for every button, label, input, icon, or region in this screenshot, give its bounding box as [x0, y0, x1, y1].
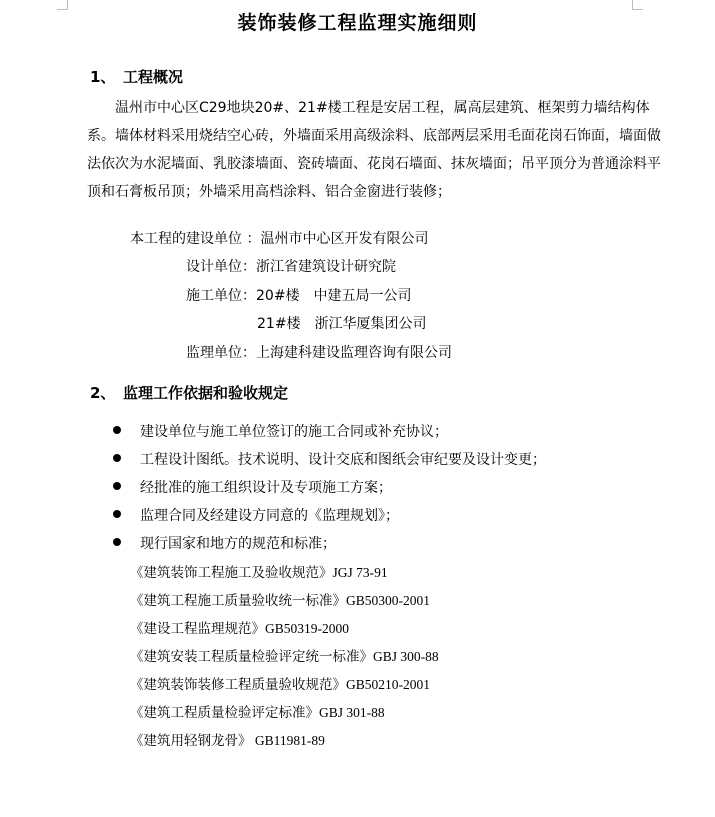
standard-item [130, 645, 439, 665]
section-2-number: 2、 [90, 384, 116, 402]
standard-code: JGJ 73-91 [332, 565, 388, 580]
bullet-item [113, 533, 336, 553]
bullet-icon [113, 482, 121, 490]
standard-code: GBJ 301-88 [319, 705, 385, 720]
bullet-icon [113, 454, 121, 462]
section-2-title: 监理工作依据和验收规定 [123, 384, 289, 402]
standard-code: GBJ 300-88 [373, 649, 439, 664]
standard-item [130, 617, 349, 637]
project-overview-paragraph: 温州市中心区C29地块20#、21#楼工程是安居工程，属高层建筑、框架剪力墙结构体系。墙体材料采用烧结空心砖，外墙面采用高级涂料、底部两层采用毛面花岗石饰面，墙面做法依次为水泥墙面、乳胶漆墙面、瓷砖墙面、花岗石墙面、抹灰墙面；吊平顶分为普通涂料平顶和石膏板吊顶；外墙采用高档涂料、铝合金窗进行装修； [87, 100, 661, 200]
construction-value-2: 21#楼 浙江华厦集团公司 [257, 316, 427, 332]
bullet-icon [113, 510, 121, 518]
design-label: 设计单位： [186, 259, 256, 275]
standard-item [130, 701, 385, 721]
standard-item [130, 589, 430, 609]
standard-code: GB50300-2001 [346, 593, 430, 608]
bullet-item [113, 449, 546, 469]
construction-row [186, 285, 412, 305]
construction-label: 施工单位： [186, 288, 256, 304]
bullet-text: 经批准的施工组织设计及专项施工方案； [140, 480, 392, 496]
owner-row [130, 228, 428, 248]
standard-code: GB50210-2001 [346, 677, 430, 692]
supervision-row [186, 342, 452, 362]
bullet-text: 现行国家和地方的规范和标准； [140, 536, 336, 552]
supervision-value: 上海建科建设监理咨询有限公司 [256, 345, 452, 361]
construction-value-1: 20#楼 中建五局一公司 [256, 288, 412, 304]
standard-item [130, 729, 325, 749]
supervision-label: 监理单位： [186, 345, 256, 361]
bullet-text: 监理合同及经建设方同意的《监理规划》； [140, 508, 399, 524]
owner-label: 本工程的建设单位 ： [130, 231, 261, 247]
bullet-item [113, 505, 399, 525]
bullet-text: 工程设计图纸。技术说明、设计交底和图纸会审纪要及设计变更； [140, 452, 546, 468]
bullet-text: 建设单位与施工单位签订的施工合同或补充协议； [140, 424, 448, 440]
standard-item [130, 673, 430, 693]
standard-name: 《建筑工程施工质量验收统一标准》 [130, 593, 346, 609]
section-1-heading [90, 66, 183, 87]
standard-name: 《建筑用轻钢龙骨》 [130, 733, 252, 749]
bullet-icon [113, 538, 121, 546]
section-1-title: 工程概况 [123, 68, 184, 86]
section-2-heading [90, 382, 288, 403]
standard-item [130, 561, 388, 581]
standard-name: 《建筑安装工程质量检验评定统一标准》 [130, 649, 373, 665]
owner-value: 温州市中心区开发有限公司 [260, 231, 429, 247]
design-value: 浙江省建筑设计研究院 [256, 259, 396, 275]
section-1-number: 1、 [90, 68, 116, 86]
design-row [186, 256, 396, 276]
standard-name: 《建筑装饰装修工程质量验收规范》 [130, 677, 346, 693]
construction-row-2 [257, 313, 427, 333]
standard-name: 《建筑装饰工程施工及验收规范》 [130, 565, 333, 581]
document-title: 装饰装修工程监理实施细则 [237, 12, 478, 34]
bullet-item [113, 421, 448, 441]
standard-name: 《建筑工程质量检验评定标准》 [130, 705, 319, 721]
standard-code: GB11981-89 [251, 733, 325, 748]
standard-name: 《建设工程监理规范》 [130, 621, 265, 637]
bullet-item [113, 477, 392, 497]
standard-code: GB50319-2000 [265, 621, 349, 636]
bullet-icon [113, 426, 121, 434]
